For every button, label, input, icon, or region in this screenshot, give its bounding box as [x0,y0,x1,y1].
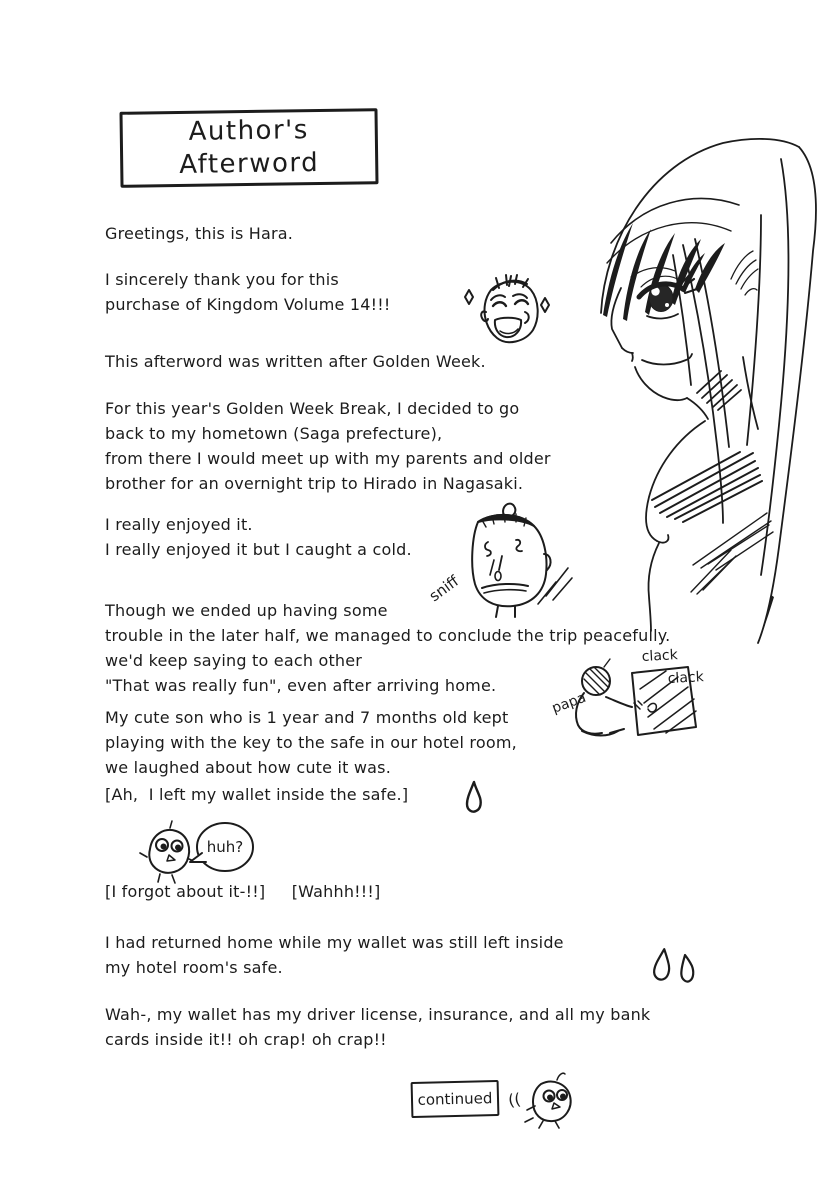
laughing-face-doodle [455,268,555,358]
text-line: I really enjoyed it. [105,515,253,534]
face-profile [611,288,758,429]
text-line: I really enjoyed it but I caught a cold. [105,540,412,559]
sniff-label: sniff [425,571,463,606]
paragraph-greeting [105,221,293,246]
title-line-2: Afterword [179,148,320,180]
authors-afterword-title-box [119,108,378,188]
text-line: cards inside it!! oh crap! oh crap!! [105,1030,387,1049]
title-line-1: Author's [188,115,310,147]
paragraph-golden-week [105,396,551,496]
text-line: I had returned home while my wallet was still left inside [105,933,564,952]
text-line: trouble in the later half, we managed to conclude the trip peacefully. [105,626,671,645]
text-line: playing with the key to the safe in our hotel room, [105,733,517,752]
text-line: "That was really fun", even after arriving home. [105,676,497,695]
clack-label: clack [641,647,679,665]
text-line: purchase of Kingdom Volume 14!!! [105,295,391,314]
sweat-drops-icon [648,945,698,991]
text-line: brother for an overnight trip to Hirado in Nagasaki. [105,474,524,493]
clack-label: clack [667,669,705,687]
paragraph-wah [105,1002,650,1052]
text-line: This afterword was written after Golden Week. [105,352,486,371]
paragraph-afterword-note [105,349,486,374]
text-line: we'd keep saying to each other [105,651,363,670]
sparkle-icon [465,290,473,304]
running-chick-doodle [505,1068,580,1130]
text-line: [Ah, I left my wallet inside the safe.] [105,785,409,804]
child-and-safe-doodle [548,645,713,740]
paragraph-ah-wallet [105,782,408,807]
eye [631,268,697,319]
text-line: back to my hometown (Saga prefecture), [105,424,443,443]
paragraph-forgot [105,879,380,904]
neck-hatching [697,371,741,410]
text-line: I sincerely thank you for this [105,270,339,289]
continued-label: continued [417,1089,493,1109]
paragraph-returned [105,930,564,980]
text-line: For this year's Golden Week Break, I decided to go [105,399,520,418]
woman-profile-illustration [555,95,840,645]
text-line: from there I would meet up with my parents and older [105,449,551,468]
text-line: Though we ended up having some [105,601,388,620]
paragraph-enjoyed [105,512,412,562]
papa-label: papa [549,689,589,717]
motion-lines-label: (( [506,1089,522,1110]
text-line: Greetings, this is Hara. [105,224,294,243]
hair-hatching [652,452,773,594]
text-line: My cute son who is 1 year and 7 months old kept [105,708,509,727]
sparkle-icon [541,298,549,312]
paragraph-son [105,705,517,780]
huh-label: huh? [206,838,244,856]
text-line: [I forgot about it-!!] [Wahhh!!!] [105,882,381,901]
paragraph-thanks [105,267,391,317]
text-line: we laughed about how cute it was. [105,758,391,777]
text-line: my hotel room's safe. [105,958,283,977]
continued-box [411,1080,500,1118]
sweat-drop-icon [462,780,486,814]
text-line: Wah-, my wallet has my driver license, insurance, and all my bank [105,1005,651,1024]
